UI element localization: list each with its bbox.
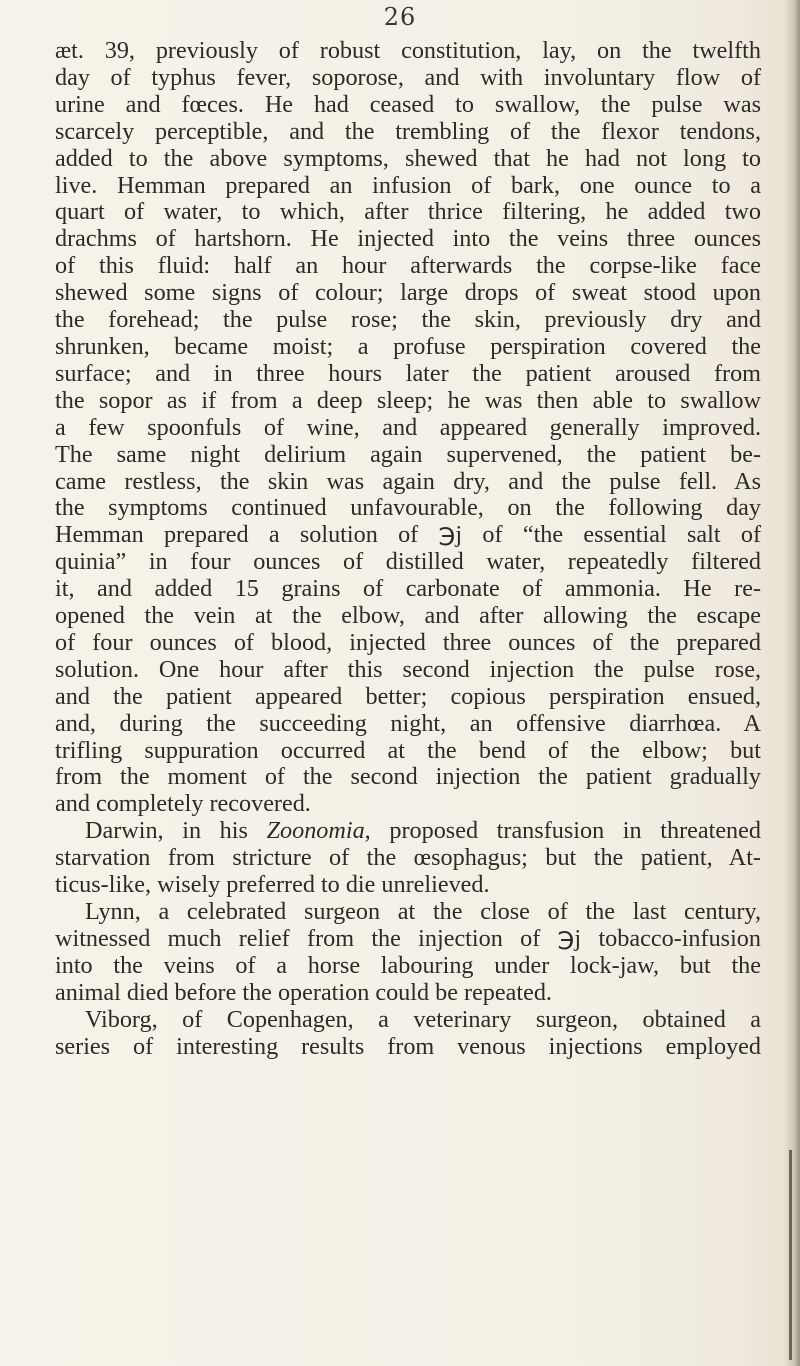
binding-edge-mark bbox=[789, 1150, 792, 1360]
text-line: surface; and in three hours later the patient aroused from bbox=[55, 359, 761, 387]
text-line: the sopor as if from a deep sleep; he was then able to swallow bbox=[55, 386, 761, 414]
text-line: day of typhus fever, soporose, and with involuntary flow of bbox=[55, 63, 761, 91]
text-line: The same night delirium again supervened, the patient be- bbox=[55, 440, 761, 468]
text-line: a few spoonfuls of wine, and appeared generally improved. bbox=[55, 413, 761, 441]
text-line: the forehead; the pulse rose; the skin, previously dry and bbox=[55, 306, 761, 334]
text-line: opened the vein at the elbow, and after allowing the escape bbox=[55, 602, 761, 630]
text-line: came restless, the skin was again dry, and the pulse fell. As bbox=[55, 467, 761, 495]
text-line: Viborg, of Copenhagen, a veterinary surgeon, obtained a bbox=[85, 1005, 761, 1033]
page-edge-shadow bbox=[784, 0, 800, 1366]
text-line: from the moment of the second injection the patient gradually bbox=[55, 763, 761, 791]
text-line: live. Hemman prepared an infusion of bark, one ounce to a bbox=[55, 171, 761, 199]
text-line: solution. One hour after this second injection the pulse rose, bbox=[55, 655, 761, 683]
text-line: witnessed much relief from the injection of ℈j tobacco-infusion bbox=[55, 924, 761, 952]
text-line: and the patient appeared better; copious perspiration ensued, bbox=[55, 682, 761, 710]
text-fragment: Darwin, in his bbox=[85, 817, 267, 845]
text-line: the symptoms continued unfavourable, on the following day bbox=[55, 494, 761, 522]
text-line: trifling suppuration occurred at the bend of the elbow; but bbox=[55, 736, 761, 764]
page-number: 26 bbox=[383, 3, 417, 31]
text-line: scarcely perceptible, and the trembling of the flexor tendons, bbox=[55, 117, 761, 145]
paragraph-viborg bbox=[55, 1007, 761, 1061]
body-text bbox=[55, 38, 761, 1060]
text-line: shrunken, became moist; a profuse perspiration covered the bbox=[55, 332, 761, 360]
text-line: of four ounces of blood, injected three ounces of the prepared bbox=[55, 628, 761, 656]
text-line: and completely recovered. bbox=[55, 790, 311, 818]
text-line bbox=[55, 818, 761, 845]
text-line: and, during the succeeding night, an offensive diarrhœa. A bbox=[55, 709, 761, 737]
book-title-zoonomia: Zoonomia bbox=[266, 817, 365, 845]
paragraph-lynn bbox=[55, 899, 761, 1007]
text-fragment: , proposed transfusion in threatened bbox=[364, 817, 761, 845]
text-line: drachms of hartshorn. He injected into the veins three ounces bbox=[55, 225, 761, 253]
text-line: quart of water, to which, after thrice filtering, he added two bbox=[55, 198, 761, 226]
text-line: shewed some signs of colour; large drops of sweat stood upon bbox=[55, 279, 761, 307]
text-line: into the veins of a horse labouring under lock-jaw, but the bbox=[55, 951, 761, 979]
paragraph-darwin bbox=[55, 818, 761, 899]
text-line: Lynn, a celebrated surgeon at the close of the last century, bbox=[85, 898, 761, 925]
text-line: it, and added 15 grains of carbonate of ammonia. He re- bbox=[55, 575, 761, 603]
text-line: series of interesting results from venous injections employed bbox=[55, 1032, 761, 1060]
text-line: ticus-like, wisely preferred to die unrelieved. bbox=[55, 871, 490, 899]
text-line: animal died before the operation could be repeated. bbox=[55, 978, 552, 1006]
paragraph-hemman-case bbox=[55, 38, 761, 818]
text-line: æt. 39, previously of robust constitution, lay, on the twelfth bbox=[55, 37, 761, 64]
text-line: added to the above symptoms, shewed that he had not long to bbox=[55, 144, 761, 172]
text-line: of this fluid: half an hour afterwards the corpse-like face bbox=[55, 252, 761, 280]
text-line: quinia” in four ounces of distilled water, repeatedly filtered bbox=[55, 548, 761, 576]
text-line: starvation from stricture of the œsophagus; but the patient, At- bbox=[55, 844, 761, 872]
text-line: urine and fœces. He had ceased to swallow, the pulse was bbox=[55, 90, 761, 118]
text-line: Hemman prepared a solution of ℈j of “the essential salt of bbox=[55, 521, 761, 549]
